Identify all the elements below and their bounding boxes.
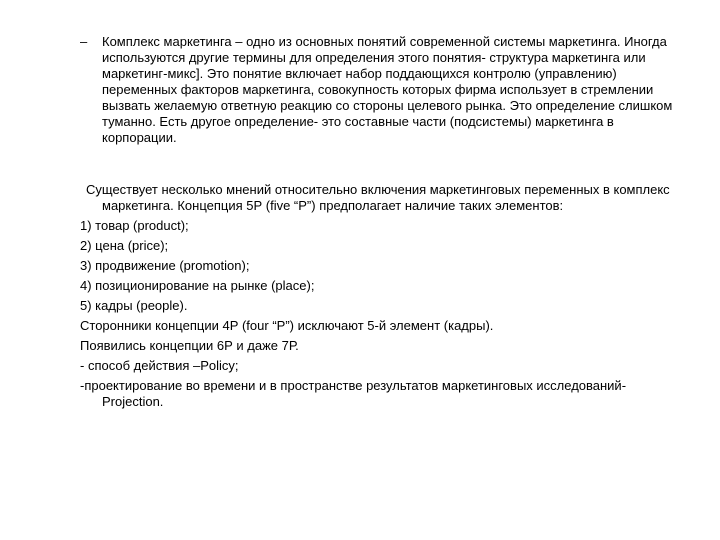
- concepts-block: [80, 182, 680, 414]
- definition-paragraph: [80, 34, 680, 146]
- concept-intro: Существует несколько мнений относительно включения маркетинговых переменных в комплекс маркетинга. Концепция 5Р (five “P”) предполагает наличие таких элементов:: [86, 182, 670, 213]
- concept-4p-line: Сторонники концепции 4Р (four “P”) исключают 5-й элемент (кадры).: [80, 318, 494, 333]
- definition-block: [80, 34, 680, 146]
- dash-marker: –: [80, 34, 88, 49]
- list-item-people: 5) кадры (people).: [80, 298, 188, 313]
- policy-line: - способ действия –Policy;: [80, 358, 239, 373]
- concept-6p-line: Появились концепции 6Р и даже 7Р.: [80, 338, 299, 353]
- definition-text: Комплекс маркетинга – одно из основных понятий современной системы маркетинга. Иногда используются другие термины для определения этого понятия- структура маркетинга или маркетинг-микс]. Это понятие включает набор поддающихся контролю (управлению) переменных факторов маркетинга, совокупность которых фирма использует в стремлении вызвать желаемую ответную реакцию со стороны целевого рынка. Это определение слишком туманно. Есть другое определение- это составные части (подсистемы) маркетинга в корпорации.: [102, 34, 673, 145]
- list-item-price: 2) цена (price);: [80, 238, 169, 253]
- list-item-promotion: 3) продвижение (promotion);: [80, 258, 250, 273]
- projection-line: -проектирование во времени и в пространстве результатов маркетинговых исследований- Projection.: [80, 378, 627, 409]
- list-item-product: 1) товар (product);: [80, 218, 189, 233]
- list-item-place: 4) позиционирование на рынке (place);: [80, 278, 315, 293]
